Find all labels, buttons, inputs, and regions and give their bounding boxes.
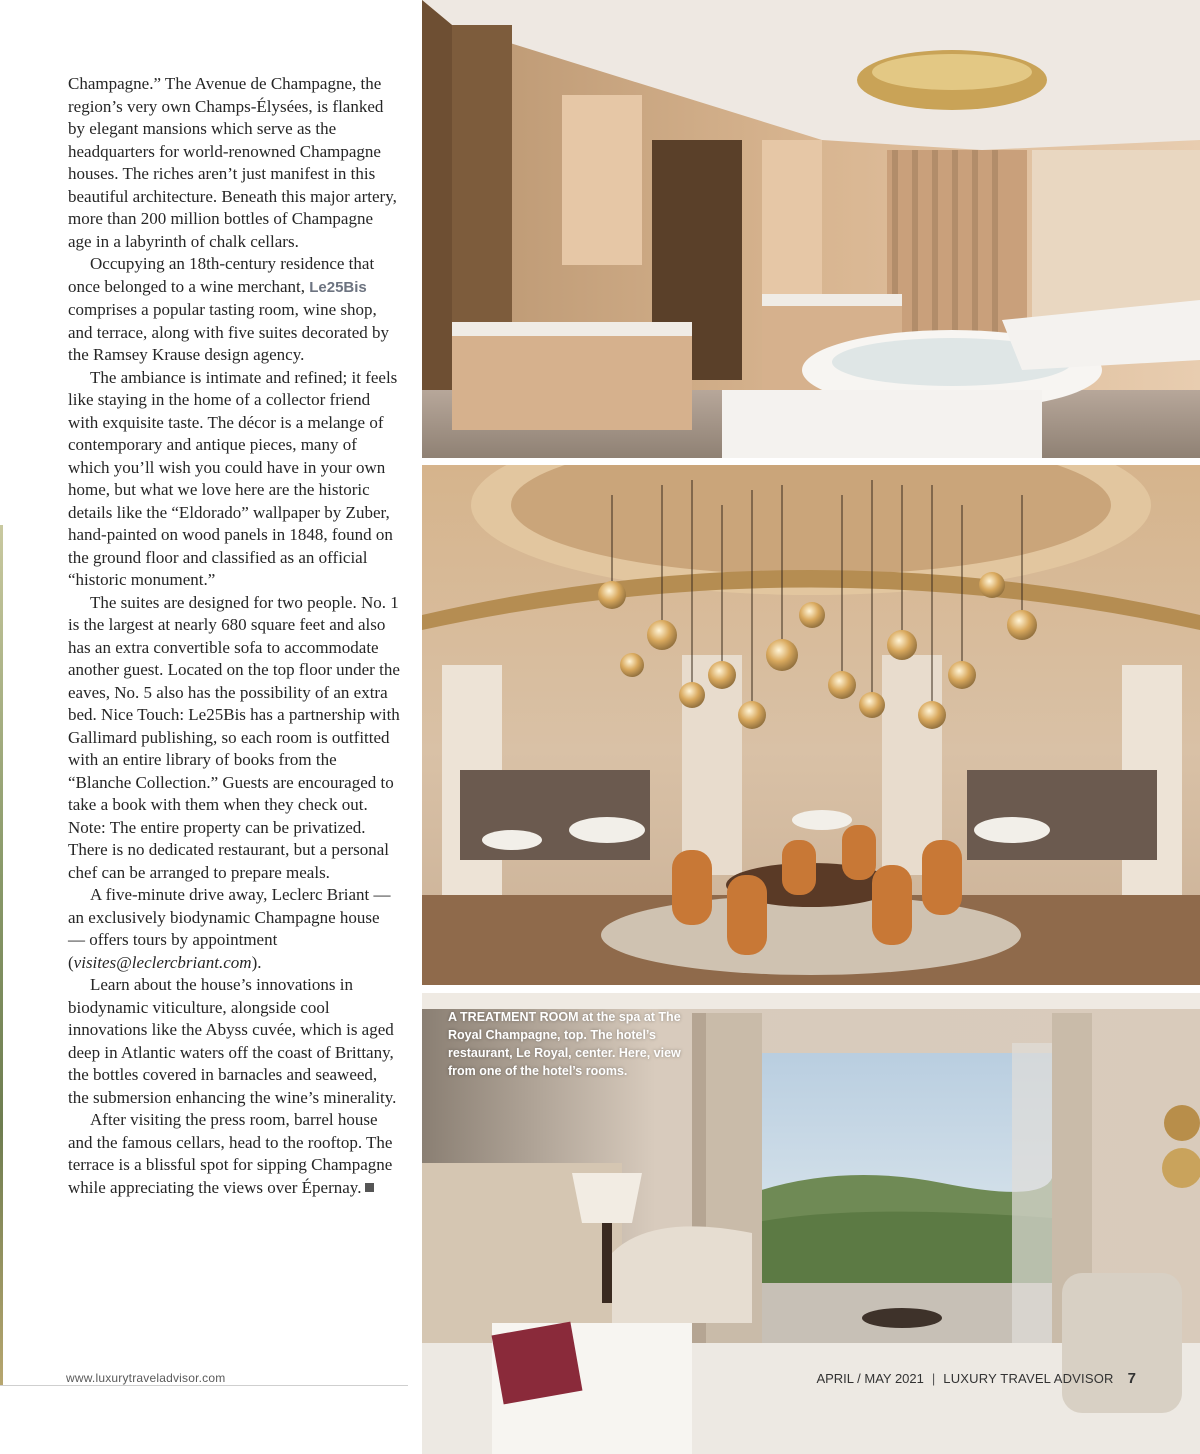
article-paragraph: [68, 73, 400, 253]
article-paragraph: [68, 974, 400, 1109]
footer-separator: |: [931, 1371, 936, 1386]
article-paragraph: [68, 253, 400, 367]
paragraph-text: comprises a popular tasting room, wine shop, and terrace, along with five suites decorated by the Ramsey Krause design agency.: [68, 300, 389, 364]
article-body: [68, 73, 400, 1199]
restaurant-le-royal-photo: [422, 465, 1200, 985]
paragraph-text: ).: [251, 952, 262, 972]
article-paragraph: [68, 592, 400, 885]
footer-rule: [0, 1385, 408, 1386]
paragraph-text: Champagne.” The Avenue de Champagne, the region’s very own Champs-Élysées, is flanked by elegant mansions which serve as the headquarters for world-renowned Champagne houses. The riches aren’t just manifest in this beautiful architecture. Beneath this major artery, more than 200 million bottles of Champagne age in a labyrinth of chalk cellars.: [68, 74, 397, 251]
paragraph-text: A five-minute drive away, Leclerc Briant — an exclusively biodynamic Champagne house — offers tours by appointment (: [68, 885, 391, 972]
paragraph-text: The ambiance is intimate and refined; it feels like staying in the home of a collector friend with exquisite taste. The décor is a melange of contemporary and antique pieces, many of which you’ll wish you could have in your own home, but what we love here are the historic details like the “Eldorado” wallpaper by Zuber, hand-painted on wood panels in 1848, found on the ground floor and classified as an official “historic monument.”: [68, 367, 398, 589]
article-paragraph: [68, 367, 400, 592]
email-address: visites@leclercbriant.com: [73, 952, 252, 972]
article-paragraph: [68, 884, 400, 974]
footer-folio: [816, 1370, 1136, 1387]
page-number: 7: [1127, 1370, 1136, 1387]
article-paragraph: [68, 1109, 400, 1199]
footer-publication-name: LUXURY TRAVEL ADVISOR: [943, 1371, 1114, 1386]
footer-website-link[interactable]: www.luxurytraveladvisor.com: [66, 1371, 226, 1385]
photo-caption: A TREATMENT ROOM at the spa at The Royal Champagne, top. The hotel’s restaurant, Le Royal, center. Here, view from one of the hotel’s rooms.: [448, 1010, 681, 1078]
brand-name: Le25Bis: [309, 278, 367, 296]
paragraph-text: After visiting the press room, barrel house and the famous cellars, head to the rooftop. The terrace is a blissful spot for sipping Champagne while appreciating the views over Épernay.: [68, 1110, 393, 1197]
paragraph-text: Occupying an 18th-century residence that once belonged to a wine merchant,: [68, 254, 375, 296]
paragraph-text: Learn about the house’s innovations in biodynamic viticulture, alongside cool innovations like the Abyss cuvée, which is aged deep in Atlantic waters off the coast of Brittany, the bottles covered in barnacles and seaweed, the submersion enhancing the wine’s minerality.: [68, 975, 397, 1107]
end-of-article-mark: [365, 1183, 374, 1192]
footer-issue-date: APRIL / MAY 2021: [816, 1371, 924, 1386]
spa-treatment-room-photo: [422, 0, 1200, 458]
page-edge-strip: [0, 525, 3, 1385]
paragraph-text: The suites are designed for two people. No. 1 is the largest at nearly 680 square feet and also has an extra convertible sofa to accommodate another guest. Located on the top floor under the eaves, No. 5 also has the possibility of an extra bed. Nice Touch: Le25Bis has a partnership with Gallimard publishing, so each room is outfitted with an entire library of books from the “Blanche Collection.” Guests are encouraged to take a book with them when they check out. Note: The entire property can be privatized. There is no dedicated restaurant, but a personal chef can be arranged to prepare meals.: [68, 592, 400, 882]
